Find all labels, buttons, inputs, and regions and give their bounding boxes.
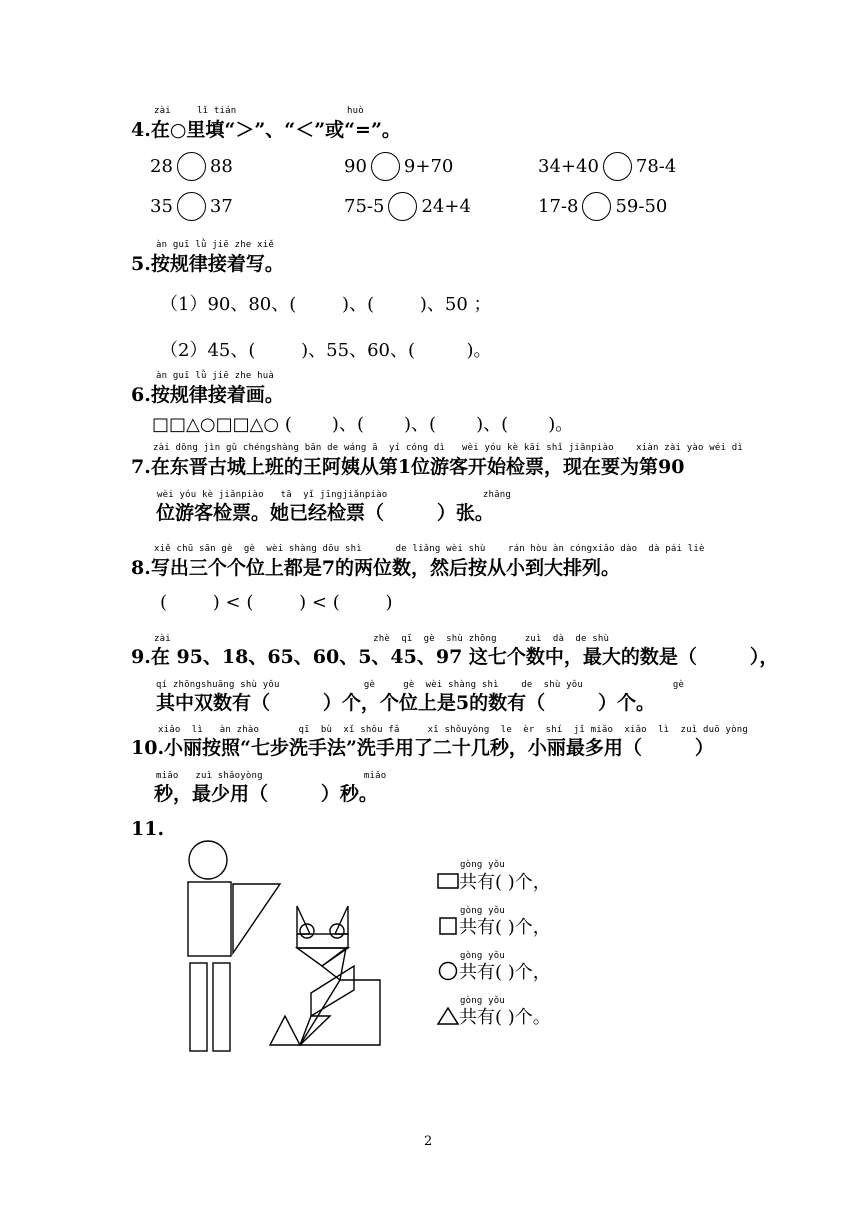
- q4-pinyin-zai: zài: [154, 106, 171, 116]
- q4-right: 78-4: [635, 156, 677, 177]
- cat-chin: [297, 948, 348, 966]
- compare-circle-input[interactable]: [388, 192, 417, 221]
- q5-pinyin: àn guī lǜ jiē zhe xiě: [156, 240, 274, 250]
- q10-pinyin-1: xiǎo lì àn zhào qī bù xǐ shǒu fǎ xǐ shǒuyòng le èr shí jǐ miǎo xiǎo lì zuì duō yòng: [158, 725, 748, 735]
- cat-head: [297, 934, 348, 948]
- q6-pinyin: àn guī lǜ jiē zhe huà: [156, 371, 274, 381]
- q9-pinyin-2: qí zhōngshuāng shù yǒu gè gè wèi shàng shì de shù yǒu gè: [156, 680, 685, 690]
- q4-left: 90: [344, 156, 367, 177]
- q10-line-2[interactable]: 秒，最少用（ ）秒。: [154, 783, 378, 805]
- q4-left: 17-8: [538, 196, 579, 217]
- head-circle: [189, 841, 227, 879]
- q6-line[interactable]: □□△○□□△○ ( )、( )、( )、( )。: [152, 414, 574, 435]
- circle-icon: [437, 961, 459, 981]
- q5-line-1[interactable]: （1）90、80、( )、( )、50 ；: [160, 294, 492, 315]
- compare-circle-input[interactable]: [177, 192, 206, 221]
- q5-title: 5.按规律接着写。: [131, 253, 284, 275]
- q4-item-4: [150, 192, 233, 221]
- q4-left: 75-5: [344, 196, 385, 217]
- compare-circle-input[interactable]: [603, 152, 632, 181]
- q11-row-text[interactable]: 共有( )个，: [459, 917, 551, 938]
- rectangle-icon: [437, 872, 459, 890]
- body-rectangle: [188, 882, 231, 956]
- cat-neck: [322, 948, 346, 980]
- page-number: 2: [424, 1134, 433, 1149]
- q7-pinyin-1: zài dōng jìn gǔ chéngshàng bān de wáng ā yí cóng dì wèi yóu kè kāi shǐ jiǎnpiào xiàn zài yào wéi dì: [153, 443, 743, 453]
- q6-title: 6.按规律接着画。: [131, 384, 284, 406]
- triangle-icon: [437, 1006, 459, 1026]
- q4-title: 4.在○里填“＞”、“＜”或“=”。: [131, 119, 401, 141]
- q4-right: 59-50: [615, 196, 668, 217]
- q4-right: 37: [209, 196, 233, 217]
- q9-pinyin-1: zài zhè qī gè shù zhōng zuì dà de shù: [154, 634, 610, 644]
- compare-circle-input[interactable]: [177, 152, 206, 181]
- cat-ear-left: [297, 906, 310, 934]
- q4-left: 34+40: [538, 156, 599, 177]
- q11-pinyin-2: gòng yǒu: [460, 906, 505, 916]
- q8-answer-line[interactable]: ( ) < ( ) < ( ): [160, 592, 393, 613]
- shape-figure: [180, 838, 400, 1058]
- q7-pinyin-2: wèi yóu kè jiǎnpiào tā yǐ jīngjiǎnpiào zhāng: [157, 490, 511, 500]
- q4-left: 28: [150, 156, 173, 177]
- q11-pinyin-3: gòng yǒu: [460, 951, 505, 961]
- q4-item-2: [344, 152, 453, 181]
- square-icon: [437, 916, 459, 936]
- leg-rectangle-left: [190, 963, 207, 1051]
- q11-row-text[interactable]: 共有( )个，: [459, 962, 551, 983]
- q11-row-circle: [437, 958, 551, 984]
- q9-line-1[interactable]: 9.在 95、18、65、60、5、45、97 这七个数中，最大的数是（ ），: [131, 646, 779, 668]
- q4-item-5: [344, 192, 471, 221]
- q4-pinyin-huo: huò: [347, 106, 364, 116]
- q11-row-text[interactable]: 共有( )个。: [459, 1007, 551, 1028]
- q4-item-1: [150, 152, 233, 181]
- q5-line-2[interactable]: （2）45、( )、55、60、( )。: [160, 340, 492, 361]
- q4-left: 35: [150, 196, 173, 217]
- q7-line-2[interactable]: 位游客检票。她已经检票（ ）张。: [156, 502, 494, 524]
- q4-right: 24+4: [421, 196, 471, 217]
- q4-right: 9+70: [403, 156, 454, 177]
- q11-title: 11.: [131, 818, 165, 840]
- q11-pinyin-4: gòng yǒu: [460, 996, 505, 1006]
- q7-line-1: 7.在东晋古城上班的王阿姨从第1位游客开始检票，现在要为第90: [131, 456, 685, 478]
- compare-circle-input[interactable]: [582, 192, 611, 221]
- q10-line-1[interactable]: 10.小丽按照“七步洗手法”洗手用了二十几秒，小丽最多用（ ）: [131, 737, 714, 759]
- q4-pinyin-li-tian: lǐ tián: [197, 106, 237, 116]
- q11-pinyin-1: gòng yǒu: [460, 860, 505, 870]
- q11-row-rectangle: [437, 868, 551, 894]
- q11-row-square: [437, 913, 551, 939]
- cat-ear-right: [335, 906, 348, 934]
- q8-pinyin: xiě chū sān gè gè wèi shàng dōu shì de liǎng wèi shù rán hòu àn cóngxiǎo dào dà pái liè: [154, 544, 705, 554]
- q10-pinyin-2: miǎo zuì shǎoyòng miǎo: [156, 771, 387, 781]
- q9-line-2[interactable]: 其中双数有（ ）个，个位上是5的数有（ ）个。: [156, 692, 656, 714]
- q4-item-6: [538, 192, 667, 221]
- q11-row-text[interactable]: 共有( )个，: [459, 872, 551, 893]
- q11-row-triangle: [437, 1003, 551, 1029]
- cat-tail: [270, 1016, 300, 1045]
- compare-circle-input[interactable]: [371, 152, 400, 181]
- q8-title: 8.写出三个个位上都是7的两位数，然后按从小到大排列。: [131, 557, 621, 579]
- cat-body-triangle: [300, 980, 380, 1045]
- q4-right: 88: [209, 156, 233, 177]
- q4-item-3: [538, 152, 676, 181]
- triangle: [233, 884, 280, 953]
- leg-rectangle-right: [213, 963, 230, 1051]
